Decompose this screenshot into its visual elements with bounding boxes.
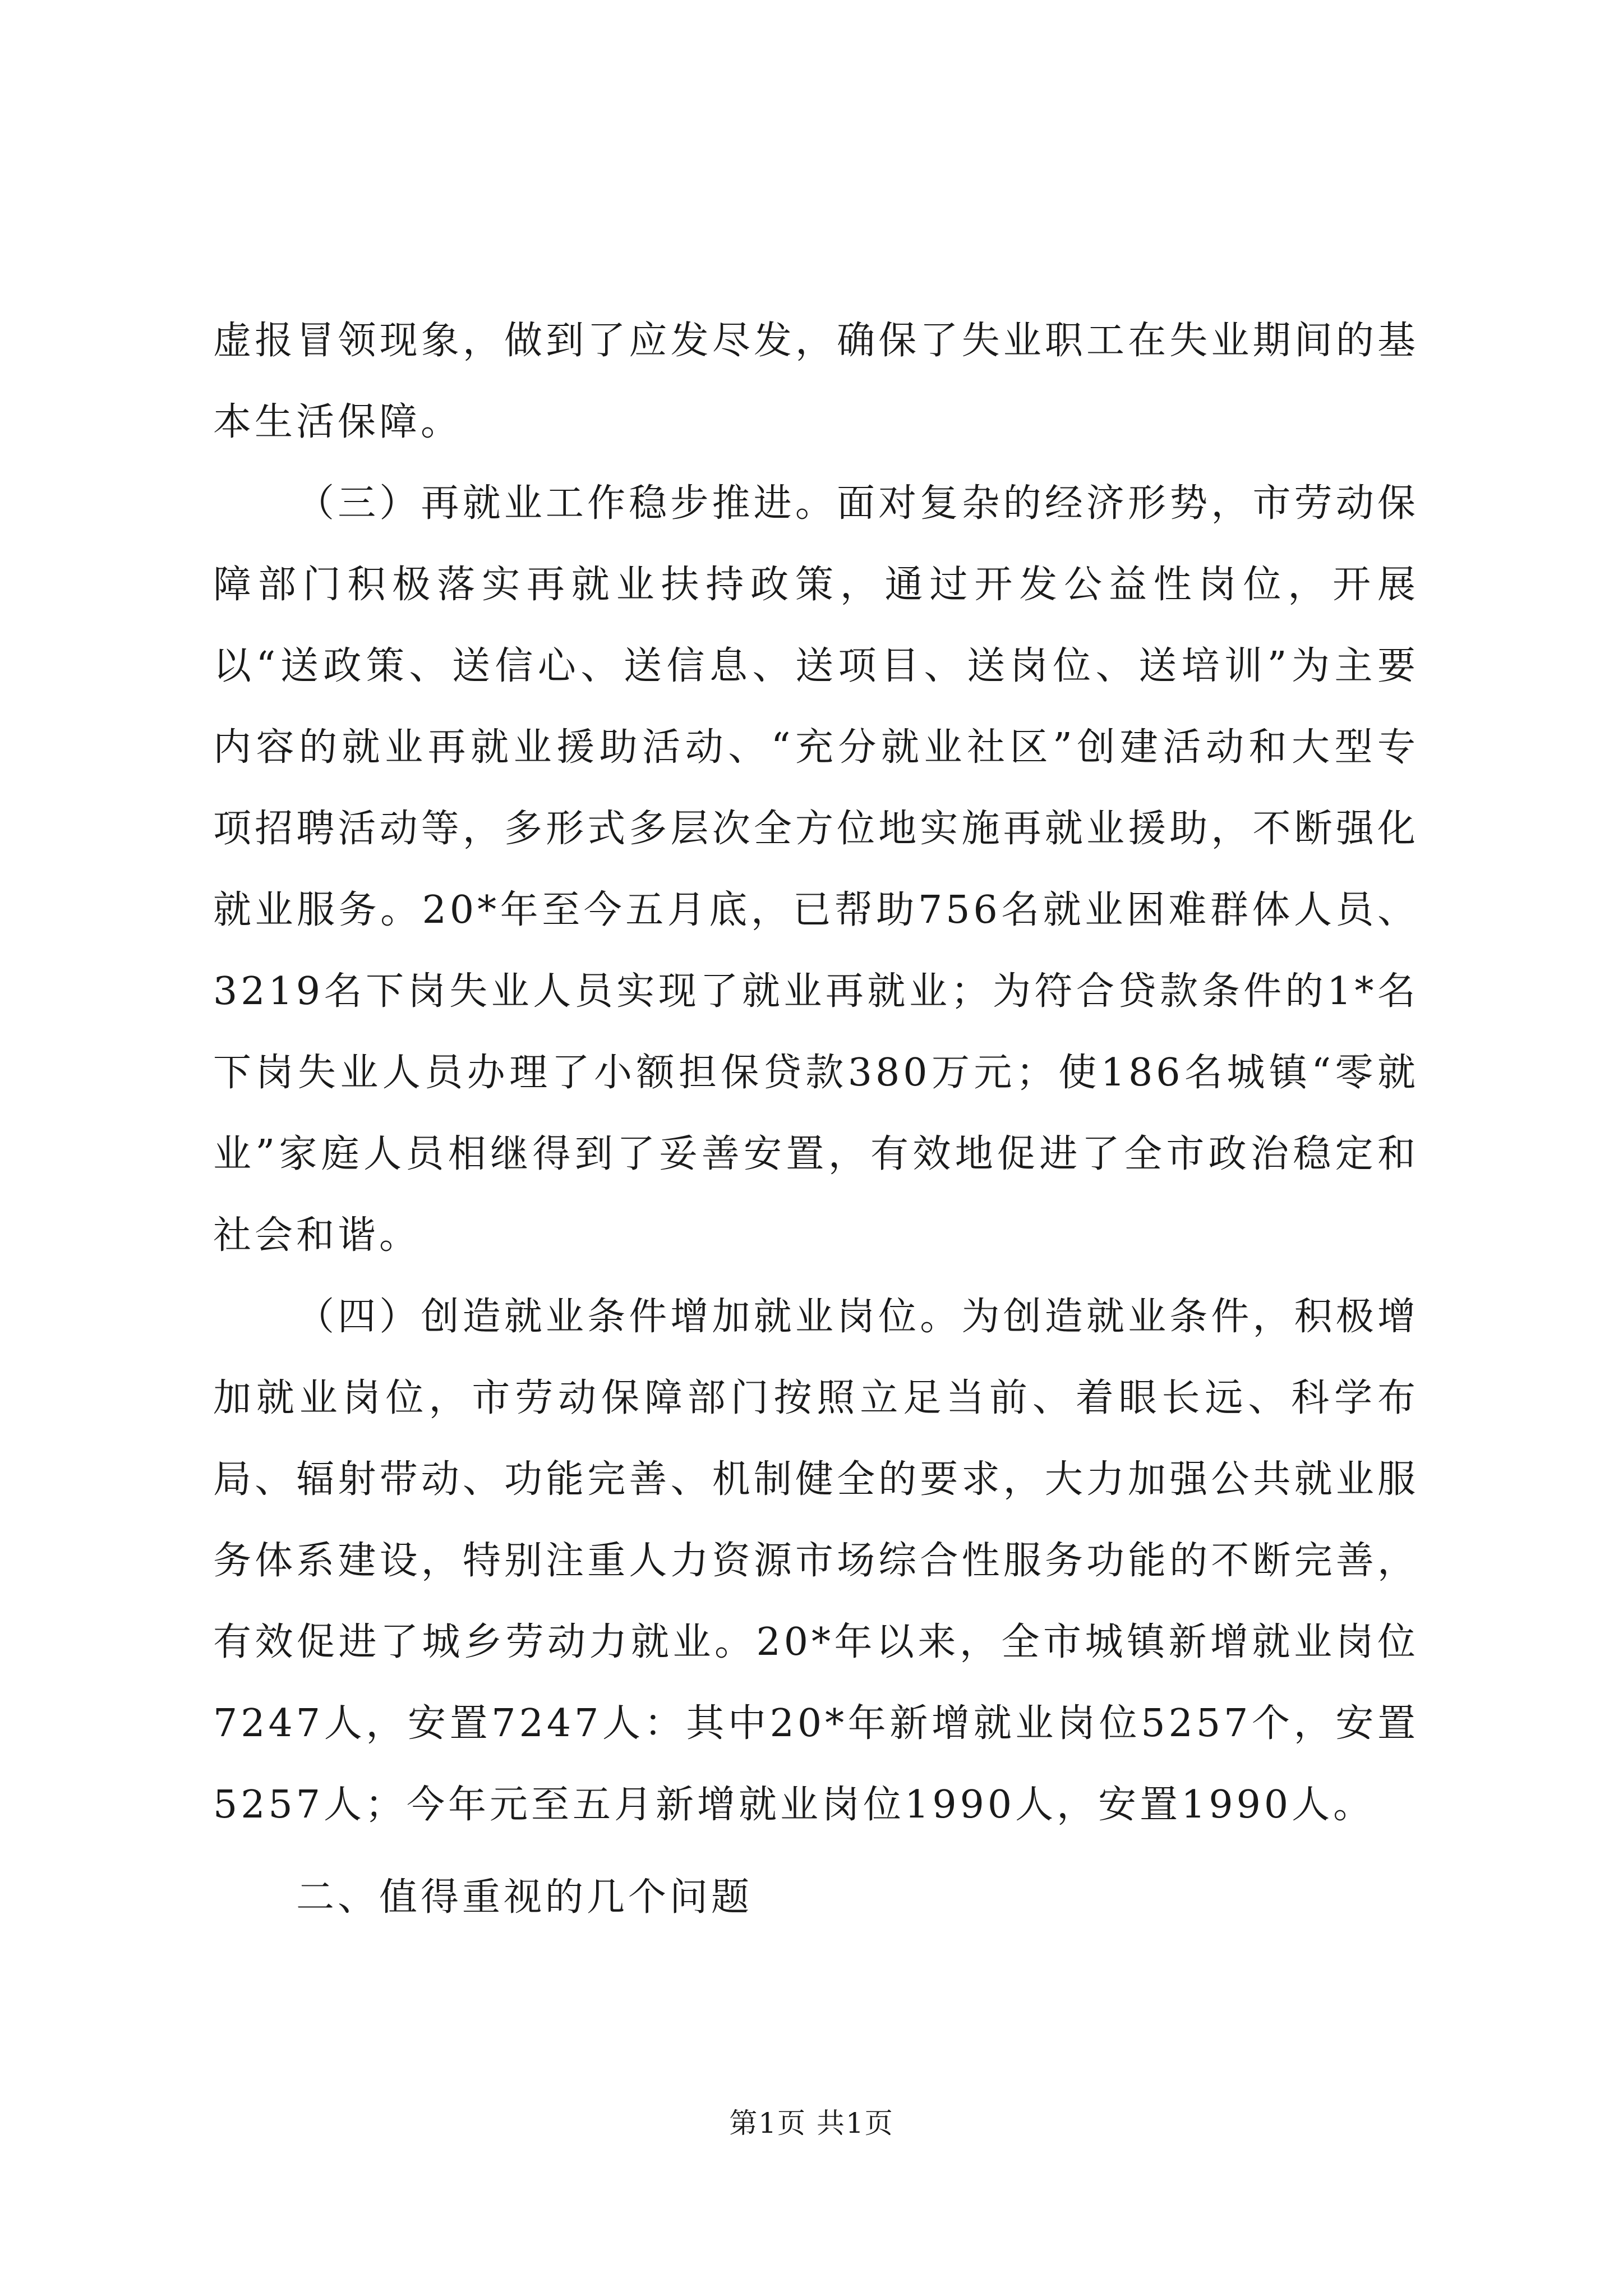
page-footer: 第1页 共1页 [729,2107,894,2139]
paragraph-job-creation: （四）创造就业条件增加就业岗位。为创造就业条件，积极增加就业岗位，市劳动保障部门按照立足当前、着眼长远、科学布局、辐射带动、功能完善、机制健全的要求，大力加强公共就业服务体系建设，特别注重人力资源市场综合性服务功能的不断完善，有效促进了城乡劳动力就业。20*年以来，全市城镇新增就业岗位7247人，安置7247人：其中20*年新增就业岗位5257个，安置5257人；今年元至五月新增就业岗位1990人，安置1990人。 [213,1295,1419,1827]
paragraph-reemployment: （三）再就业工作稳步推进。面对复杂的经济形势，市劳动保障部门积极落实再就业扶持政策，通过开发公益性岗位，开展以“送政策、送信心、送信息、送项目、送岗位、送培训”为主要内容的就业再就业援助活动、“充分就业社区”创建活动和大型专项招聘活动等，多形式多层次全方位地实施再就业援助，不断强化就业服务。20*年至今五月底，已帮助756名就业困难群体人员、3219名下岗失业人员实现了就业再就业；为符合贷款条件的1*名下岗失业人员办理了小额担保贷款380万元；使186名城镇“零就业”家庭人员相继得到了妥善安置，有效地促进了全市政治稳定和社会和谐。 [213,481,1419,1258]
paragraph-continuation: 虚报冒领现象，做到了应发尽发，确保了失业职工在失业期间的基本生活保障。 [213,319,1419,444]
section-heading: 二、值得重视的几个问题 [296,1875,753,1920]
document-body [213,300,1419,1938]
